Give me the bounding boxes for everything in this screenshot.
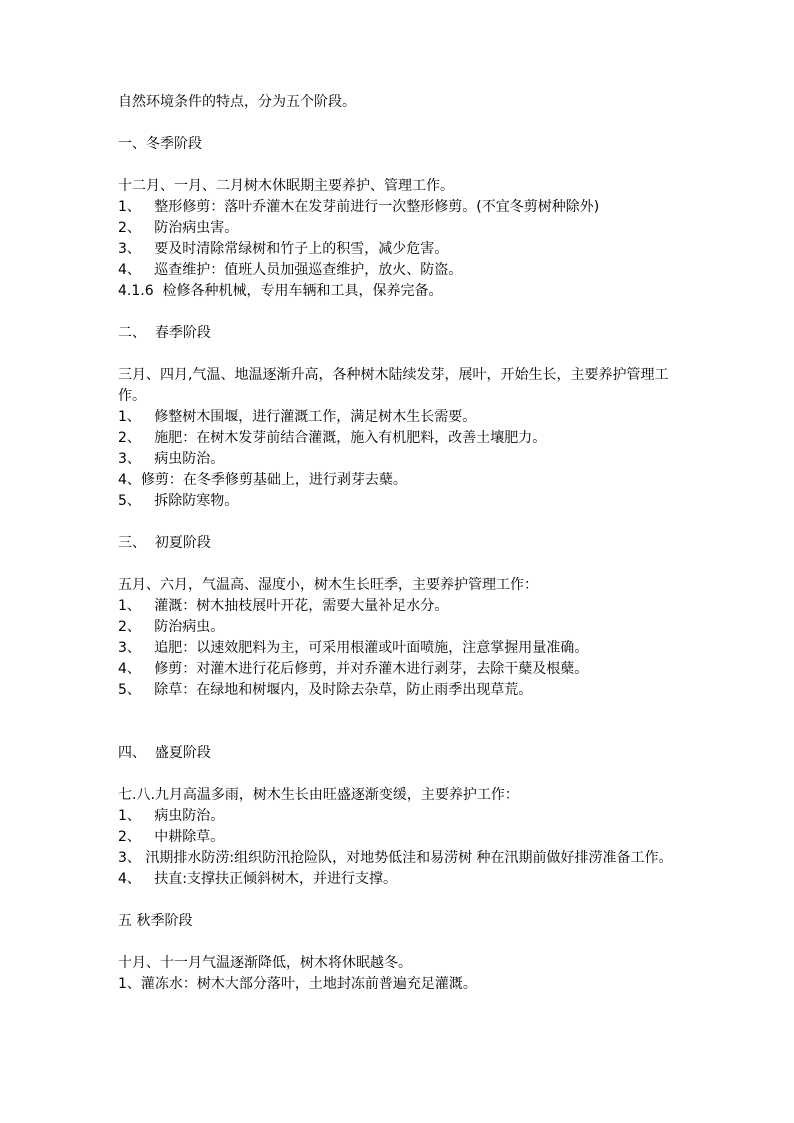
- list-item: 2、 施肥：在树木发芽前结合灌溉，施入有机肥料，改善土壤肥力。: [118, 430, 547, 446]
- list-item: 4、修剪：在冬季修剪基础上，进行剥芽去蘖。: [118, 472, 407, 488]
- spacer: [118, 701, 688, 743]
- list-item: 1、 修整树木围堰，进行灌溉工作，满足树木生长需要。: [118, 409, 477, 425]
- list-item: 1、 整形修剪：落叶乔灌木在发芽前进行一次整形修剪。(不宜冬剪树种除外): [118, 199, 600, 215]
- list-item: 4、 修剪：对灌木进行花后修剪，并对乔灌木进行剥芽，去除干蘖及根蘖。: [118, 661, 589, 677]
- list-item: 5、 除草：在绿地和树堰内，及时除去杂草，防止雨季出现草荒。: [118, 682, 533, 698]
- section-heading: 四、 盛夏阶段: [118, 745, 211, 761]
- section-heading: 二、 春季阶段: [118, 325, 211, 341]
- spacer: [118, 932, 688, 953]
- spacer: [118, 344, 688, 365]
- document-body: [118, 92, 688, 995]
- list-item: 2、 防治病虫。: [118, 619, 225, 635]
- list-item: 5、 拆除防寒物。: [118, 493, 239, 509]
- section-heading: 一、冬季阶段: [118, 136, 202, 152]
- section-heading: 三、 初夏阶段: [118, 535, 211, 551]
- list-item: 1、 病虫防治。: [118, 808, 225, 824]
- spacer: [118, 890, 688, 911]
- spacer: [118, 302, 688, 323]
- spacer: [118, 155, 688, 176]
- intro-text: 自然环境条件的特点，分为五个阶段。: [118, 94, 356, 110]
- list-item: 1、灌冻水：树木大部分落叶，土地封冻前普遍充足灌溉。: [118, 976, 477, 992]
- list-item: 4.1.6 检修各种机械，专用车辆和工具，保养完备。: [118, 283, 443, 299]
- section-heading: 五 秋季阶段: [118, 913, 193, 929]
- spacer: [118, 764, 688, 785]
- list-item: 4、 巡查维护：值班人员加强巡查维护，放火、防盗。: [118, 262, 463, 278]
- spacer: [118, 512, 688, 533]
- section-lead: 十月、十一月气温逐渐降低，树木将休眠越冬。: [118, 955, 412, 971]
- list-item: 2、 防治病虫害。: [118, 220, 239, 236]
- list-item: 3、 追肥：以速效肥料为主，可采用根灌或叶面喷施，注意掌握用量准确。: [118, 640, 589, 656]
- list-item: 2、 中耕除草。: [118, 829, 225, 845]
- list-item: 3、 要及时清除常绿树和竹子上的积雪，减少危害。: [118, 241, 449, 257]
- section-lead: 三月、四月,气温、地温逐渐升高，各种树木陆续发芽，展叶，开始生长，主要养护管理工作。: [118, 367, 669, 404]
- section-lead: 五月、六月，气温高、湿度小，树木生长旺季，主要养护管理工作：: [118, 577, 538, 593]
- list-item: 3、 汛期排水防涝:组织防汛抢险队，对地势低洼和易涝树 种在汛期前做好排涝准备工作。: [118, 850, 673, 866]
- section-lead: 七.八.九月高温多雨，树木生长由旺盛逐渐变缓，主要养护工作：: [118, 787, 519, 803]
- list-item: 3、 病虫防治。: [118, 451, 225, 467]
- list-item: 1、 灌溉：树木抽枝展叶开花，需要大量补足水分。: [118, 598, 449, 614]
- spacer: [118, 113, 688, 134]
- section-lead: 十二月、一月、二月树木休眠期主要养护、管理工作。: [118, 178, 454, 194]
- list-item: 4、 扶直:支撑扶正倾斜树木，并进行支撑。: [118, 871, 397, 887]
- spacer: [118, 554, 688, 575]
